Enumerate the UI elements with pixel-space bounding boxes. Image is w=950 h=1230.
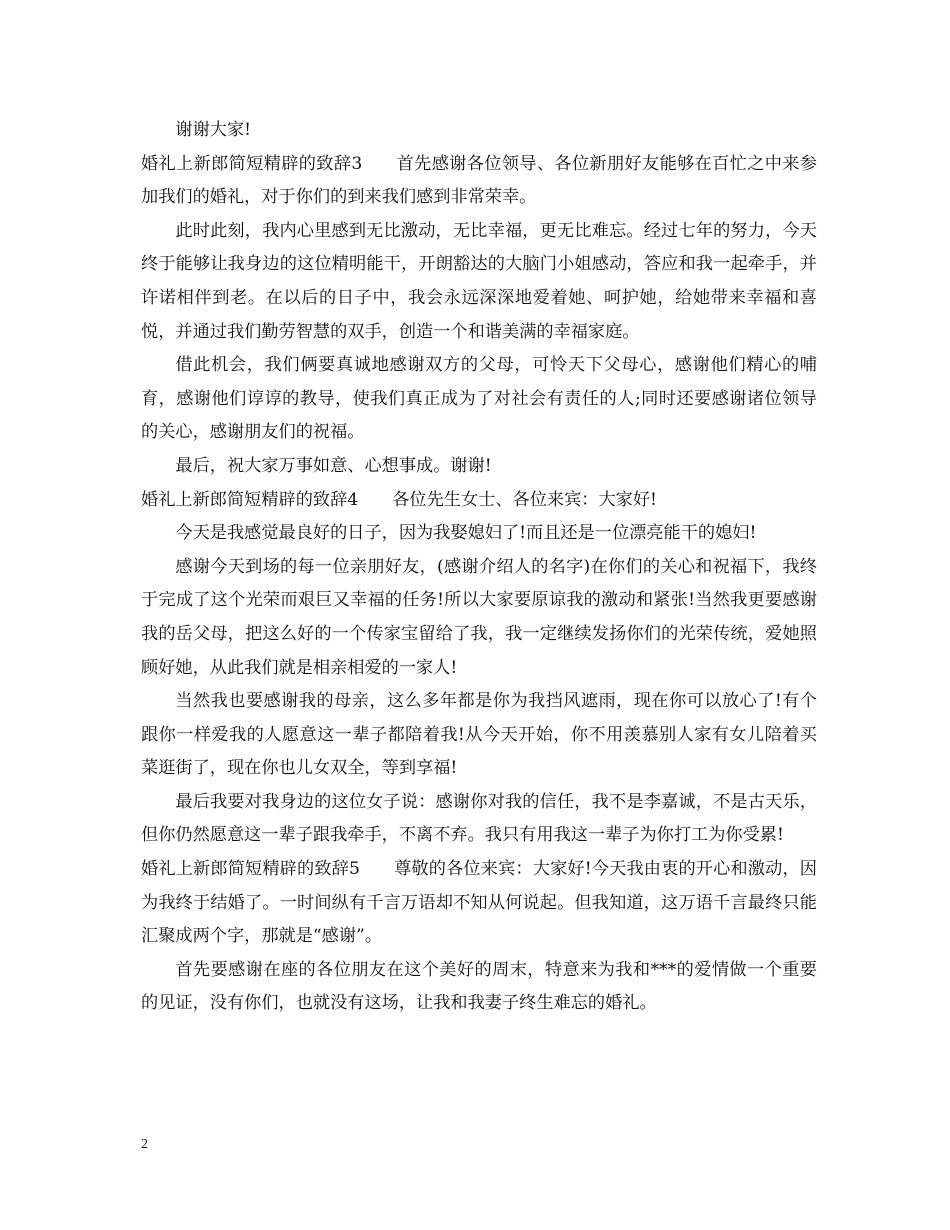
page-number: 2 [141, 1137, 148, 1152]
paragraph [141, 685, 817, 786]
paragraph-text: 最后，祝大家万事如意、心想事成。谢谢! [175, 455, 492, 476]
paragraph-text: 借此机会，我们俩要真诚地感谢双方的父母，可怜天下父母心，感谢他们精心的哺育，感谢他们谆谆的教导，使我们真正成为了对社会有责任的人;同时还要感谢诸位领导的关心，感谢朋友们的祝福。 [141, 355, 817, 443]
paragraph-text: 首先要感谢在座的各位朋友在这个美好的周末，特意来为我和***的爱情做一个重要的见证，没有你们，也就没有这场，让我和我妻子终生难忘的婚礼。 [141, 959, 817, 1014]
paragraph-text: 谢谢大家! [175, 120, 252, 140]
paragraph-thanks [141, 114, 817, 148]
section-heading-speech-5: 婚礼上新郎简短精辟的致辞5 [141, 859, 360, 880]
paragraph [141, 215, 817, 349]
paragraph-text: 首先感谢各位领导、各位新朋好友能够在百忙之中来参加我们的婚礼，对于你们的到来我们感到非常荣幸。 [141, 153, 817, 208]
paragraph [141, 551, 817, 685]
section-heading-speech-4: 婚礼上新郎简短精辟的致辞4 [141, 489, 359, 510]
paragraph-text: 此时此刻，我内心里感到无比激动，无比幸福，更无比难忘。经过七年的努力，今天终于能够让我身边的这位精明能干，开朗豁达的大脑门小姐感动，答应和我一起牵手，并许诺相伴到老。在以后的日子中，我会永远深深地爱着她、呵护她，给她带来幸福和喜悦，并通过我们勤劳智慧的双手，创造一个和谐美满的幸福家庭。 [141, 220, 817, 342]
paragraph [141, 786, 817, 853]
paragraph-text: 感谢今天到场的每一位亲朋好友，(感谢介绍人的名字)在你们的关心和祝福下，我终于完成了这个光荣而艰巨又幸福的任务!所以大家要原谅我的激动和紧张!当然我更要感谢我的岳父母，把这么好的一个传家宝留给了我，我一定继续发扬你们的光荣传统，爱她照顾好她，从此我们就是相亲相爱的一家人! [141, 556, 817, 678]
paragraph-text: 尊敬的各位来宾：大家好!今天我由衷的开心和激动，因为我终于结婚了。一时间纵有千言万语却不知从何说起。但我知道，这万语千言最终只能汇聚成两个字，那就是“感谢”。 [141, 859, 817, 947]
paragraph [141, 349, 817, 450]
paragraph-text: 今天是我感觉最良好的日子，因为我娶媳妇了!而且还是一位漂亮能干的媳妇! [175, 523, 757, 544]
paragraph [141, 954, 817, 1021]
speech-4-opening [141, 484, 817, 518]
document-body [141, 114, 817, 1021]
speech-3-opening [141, 148, 817, 215]
paragraph [141, 450, 817, 484]
paragraph-text: 最后我要对我身边的这位女子说：感谢你对我的信任，我不是李嘉诚，不是古天乐，但你仍然愿意这一辈子跟我牵手，不离不弃。我只有用我这一辈子为你打工为你受累! [141, 791, 817, 846]
paragraph-text: 各位先生女士、各位来宾：大家好! [392, 489, 657, 510]
paragraph [141, 517, 817, 551]
paragraph-text: 当然我也要感谢我的母亲，这么多年都是你为我挡风遮雨，现在你可以放心了!有个跟你一样爱我的人愿意这一辈子都陪着我!从今天开始，你不用羡慕别人家有女儿陪着买菜逛街了，现在你也儿女双全，等到享福! [141, 691, 817, 779]
speech-5-opening [141, 853, 817, 954]
section-heading-speech-3: 婚礼上新郎简短精辟的致辞3 [141, 153, 363, 174]
